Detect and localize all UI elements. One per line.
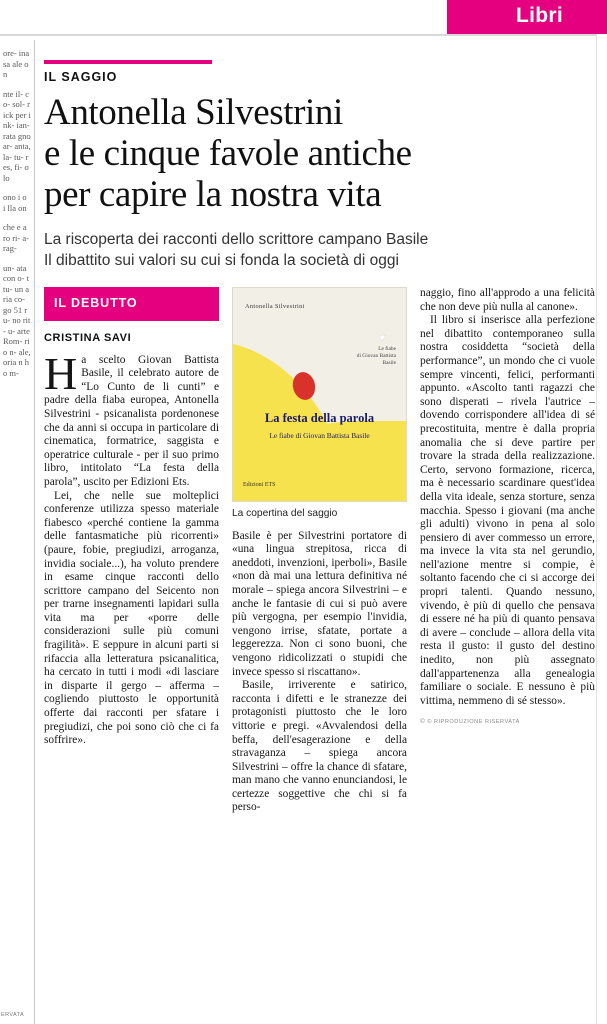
body-paragraph: Ha scelto Giovan Battista Basile, il celebrato autore de “Lo Cunto de li cunti” e padre della fiaba europea, Antonella Silvestrini - psicanalista pordenonese che da anni si occupa in particolare di cinematica, formatrice, saggista e operatrice culturale - per il suo primo libro, intitolato “La festa della parola”, uscito per Edizioni Ets.	[44, 347, 219, 488]
bleed-fragment: che e a ro ri- a- rag-	[3, 222, 29, 253]
section-header-bar	[0, 0, 607, 34]
debutto-badge-label: IL DEBUTTO	[54, 296, 138, 311]
headline-line-2: e le cinque favole antiche	[44, 133, 412, 174]
debutto-badge	[44, 287, 219, 321]
body-paragraph: naggio, fino all'approdo a una felicità che non deve più nulla al canone».	[420, 287, 595, 313]
kicker-rule	[44, 60, 212, 64]
bleed-fragment: ono i o i lla on	[3, 192, 27, 213]
headline-line-3: per capire la nostra vita	[44, 174, 382, 215]
book-cover-image	[232, 287, 407, 502]
article-column-1	[44, 287, 219, 815]
cover-title: La festa della parola	[264, 411, 375, 425]
copyright-text: © RIPRODUZIONE RISERVATA	[427, 719, 520, 726]
section-title: Libri	[516, 4, 563, 27]
cover-author: Antonella Silvestrini	[245, 303, 305, 310]
adjacent-page-bleed	[0, 40, 34, 1024]
book-cover-figure	[232, 287, 407, 502]
body-paragraph: Basile, irriverente e satirico, racconta i difetti e le stranezze dei protagonisti piuttosto che le loro vittorie e pregi. «Avvalendosi della beffa, dell'esagerazione e della stravaganza – spiega ancora Silvestrini – offre la chance di sfatare, man mano che vanno enunciandosi, le certezze soggettive che chi si fa perso-	[232, 679, 407, 814]
page-right-edge	[596, 34, 607, 1024]
article-column-2	[232, 287, 407, 815]
body-paragraph: Lei, che nelle sue molteplici conferenze utilizza spesso materiale fiabesco «perché contiene la gamma delle fantasmatiche più ricorrenti» (paure, fobie, pregiudizi, arroganza, invidia sociale...), ha voluto prendere in esame cinque racconti dello scrittore campano del Seicento non per trarne insegnamenti lapidari sulla vita ma per «porre delle considerazioni sulle più comuni fragilità». E seppure in alcuni parti si rifaccia alla letteratura psicanalitica, ha cercato in tutti i modi «di lasciare in disparte il gergo – afferma – cogliendo piuttosto le opportunità offerte dai racconti per sfatare i pregiudizi, che poi sono ciò che ci fa soffrire».	[44, 489, 219, 747]
body-paragraph: Basile è per Silvestrini portatore di «una lingua strepitosa, ricca di aneddoti, invenzioni, iperboli», Basile «non dà mai una lettura definitiva né morale – spiega ancora Silvestrini – e anche le fantasie di cui si può avere più vergogna, per esempio l'invidia, vengono irrise, sfatate, portate a leggerezza. Non ci sono buoni, che vengono ridicolizzati o stupidi che invece spesso si riscattano».	[232, 529, 407, 678]
bleed-fragment: ore- ina sa ale on	[3, 48, 30, 79]
header-divider	[0, 34, 607, 36]
bleed-fragment: un- ata con o- ttu- un aria co- go 51 ru- no rit- u- arte Rom- rio n- ale, oria n ho m-	[3, 262, 31, 378]
body-paragraph: Il libro si inserisce alla perfezione nel dibattito contemporaneo sulla nostra cosiddetta “società della performance”, un mondo che ci vuole sempre vincenti, felici, performanti appunto. «Ascolto tanti ragazzi che sono disperati – rivela l'autrice – dovendo corrispondere all'idea di sé precostituita, mentre è dalla propria anomalia che si deve partire per trovare la strada della realizzazione. Certo, servono formazione, ricerca, ma è necessario scardinare quest'idea della vita ideale, senza storture, senza macchia. Spesso i giovani (ma anche gli adulti) vivono in pena al solo pensiero di aver commesso un errore, ma invece la vita sta nel gerundio, nell'azione mentre si compie, è soltanto facendo che ci si accorge dei propri talenti. Quando nessuno, vivendo, è più di quello che pensava di essere né ha più di quanto pensava di avere – conclude – allora della vita resta il gusto: il gusto del destino inedito, non più assegnato dall'appartenenza alla genealogia familiare o sociale. E nessuno è più vittima, nemmeno di sé stesso».	[420, 314, 595, 707]
standfirst-line-1: La riscoperta dei racconti dello scrittore campano Basile	[44, 231, 429, 248]
figure-caption: La copertina del saggio	[232, 508, 338, 519]
article	[44, 46, 596, 815]
standfirst-line-2: Il dibattito sui valori su cui si fonda la società di oggi	[44, 252, 399, 269]
bleed-copyright: ERVATA	[1, 1012, 25, 1018]
copyright-notice	[420, 715, 595, 730]
bleed-fragment: nte il- co- sol- rick per ink- ian- rata gno ar- anta, la- tu- res, fi- olo	[3, 88, 31, 183]
article-column-3	[420, 287, 595, 815]
byline: CRISTINA SAVI	[44, 332, 132, 344]
cover-subtitle: Le fiabe di Giovan Battista Basile	[269, 431, 370, 440]
copyright-icon: ©	[420, 718, 426, 726]
article-kicker: IL SAGGIO	[44, 70, 118, 84]
article-columns	[44, 287, 596, 815]
gutter-divider	[34, 40, 35, 1024]
cover-publisher: Edizioni ETS	[243, 482, 276, 489]
article-standfirst	[44, 229, 596, 271]
bird-icon	[378, 332, 388, 342]
cover-subtitle-top: Le fiabe di Giovan Battista Basile	[356, 346, 396, 366]
page-title	[44, 92, 596, 215]
headline-line-1: Antonella Silvestrini	[44, 92, 343, 133]
